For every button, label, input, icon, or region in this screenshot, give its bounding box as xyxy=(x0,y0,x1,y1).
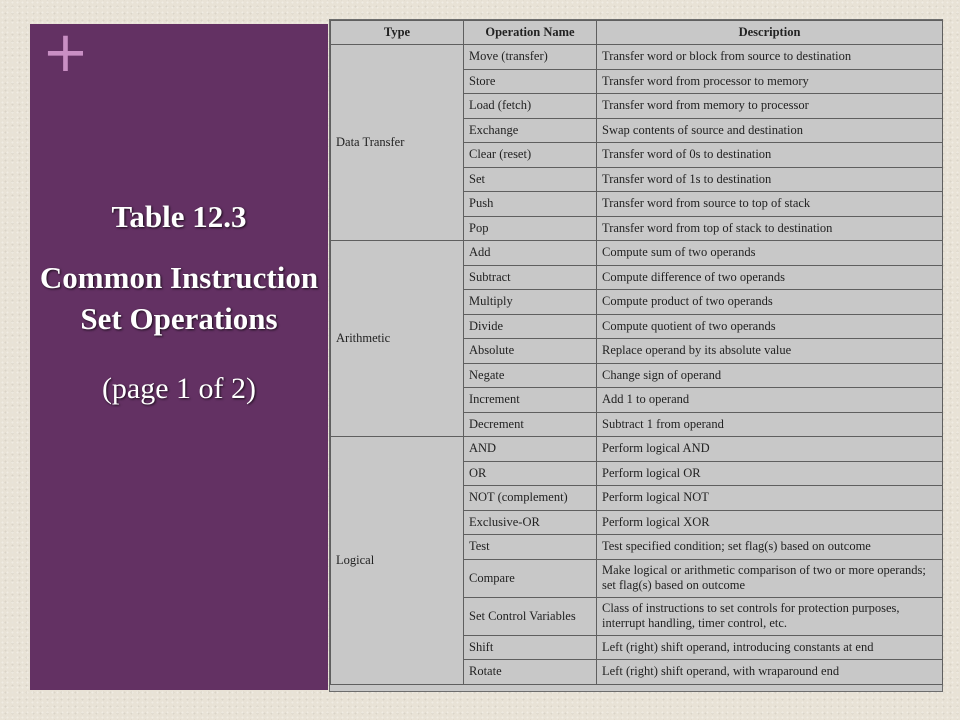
operation-name-cell: Exclusive-OR xyxy=(464,510,597,535)
description-cell: Swap contents of source and destination xyxy=(597,118,943,143)
table-header-row xyxy=(331,21,943,45)
operation-name-cell: AND xyxy=(464,437,597,462)
type-cell: Data Transfer xyxy=(331,45,464,241)
operation-name-cell: Decrement xyxy=(464,412,597,437)
type-cell: Arithmetic xyxy=(331,241,464,437)
description-cell: Compute quotient of two operands xyxy=(597,314,943,339)
description-cell: Replace operand by its absolute value xyxy=(597,339,943,364)
plus-icon: + xyxy=(42,20,89,85)
description-cell: Compute product of two operands xyxy=(597,290,943,315)
operation-name-cell: Subtract xyxy=(464,265,597,290)
operation-name-cell: Load (fetch) xyxy=(464,94,597,119)
table-row xyxy=(331,45,943,70)
operation-name-cell: Set xyxy=(464,167,597,192)
operation-name-cell: Move (transfer) xyxy=(464,45,597,70)
operation-name-cell: Add xyxy=(464,241,597,266)
description-cell: Transfer word of 1s to destination xyxy=(597,167,943,192)
description-cell: Transfer word or block from source to destination xyxy=(597,45,943,70)
header-description: Description xyxy=(597,21,943,45)
description-cell: Make logical or arithmetic comparison of two or more operands; set flag(s) based on outcome xyxy=(597,559,943,597)
operation-name-cell: Store xyxy=(464,69,597,94)
operation-name-cell: Compare xyxy=(464,559,597,597)
table-row xyxy=(331,437,943,462)
operation-name-cell: Exchange xyxy=(464,118,597,143)
operation-name-cell: OR xyxy=(464,461,597,486)
table-number: Table 12.3 xyxy=(111,199,247,234)
description-cell: Transfer word from top of stack to destination xyxy=(597,216,943,241)
operation-name-cell: Shift xyxy=(464,635,597,660)
description-cell: Transfer word of 0s to destination xyxy=(597,143,943,168)
description-cell: Change sign of operand xyxy=(597,363,943,388)
type-cell: Logical xyxy=(331,437,464,685)
description-cell: Perform logical XOR xyxy=(597,510,943,535)
description-cell: Compute sum of two operands xyxy=(597,241,943,266)
description-cell: Left (right) shift operand, with wraparound end xyxy=(597,660,943,685)
table-body xyxy=(331,45,943,685)
description-cell: Left (right) shift operand, introducing constants at end xyxy=(597,635,943,660)
operations-table-container xyxy=(329,19,943,692)
description-cell: Test specified condition; set flag(s) based on outcome xyxy=(597,535,943,560)
description-cell: Class of instructions to set controls for protection purposes, interrupt handling, timer control, etc. xyxy=(597,597,943,635)
operation-name-cell: NOT (complement) xyxy=(464,486,597,511)
operation-name-cell: Absolute xyxy=(464,339,597,364)
description-cell: Subtract 1 from operand xyxy=(597,412,943,437)
description-cell: Transfer word from source to top of stack xyxy=(597,192,943,217)
operation-name-cell: Negate xyxy=(464,363,597,388)
operation-name-cell: Rotate xyxy=(464,660,597,685)
header-type: Type xyxy=(331,21,464,45)
operation-name-cell: Test xyxy=(464,535,597,560)
description-cell: Transfer word from processor to memory xyxy=(597,69,943,94)
operation-name-cell: Divide xyxy=(464,314,597,339)
description-cell: Compute difference of two operands xyxy=(597,265,943,290)
operation-name-cell: Set Control Variables xyxy=(464,597,597,635)
operation-name-cell: Increment xyxy=(464,388,597,413)
operation-name-cell: Multiply xyxy=(464,290,597,315)
description-cell: Add 1 to operand xyxy=(597,388,943,413)
page-indicator: (page 1 of 2) xyxy=(101,372,257,405)
operation-name-cell: Clear (reset) xyxy=(464,143,597,168)
header-operation-name: Operation Name xyxy=(464,21,597,45)
description-cell: Perform logical OR xyxy=(597,461,943,486)
operations-table xyxy=(330,20,943,685)
description-cell: Transfer word from memory to processor xyxy=(597,94,943,119)
description-cell: Perform logical AND xyxy=(597,437,943,462)
table-row xyxy=(331,241,943,266)
slide-title xyxy=(30,196,328,408)
description-cell: Perform logical NOT xyxy=(597,486,943,511)
table-title: Common Instruction Set Operations xyxy=(39,260,319,336)
operation-name-cell: Push xyxy=(464,192,597,217)
operation-name-cell: Pop xyxy=(464,216,597,241)
